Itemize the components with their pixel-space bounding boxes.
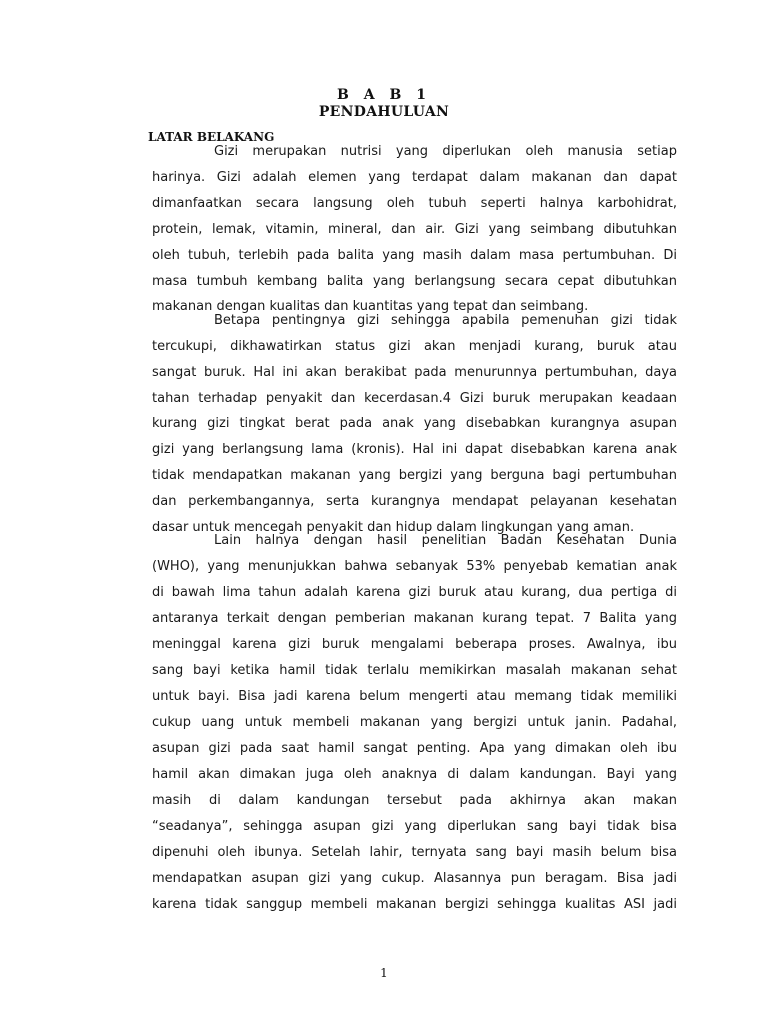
body-line: karena tidak sanggup membeli makanan bergizi sehingga kualitas ASI jadi [152, 897, 677, 912]
body-line: protein, lemak, vitamin, mineral, dan air. Gizi yang seimbang dibutuhkan [152, 222, 677, 237]
body-line: makanan dengan kualitas dan kuantitas yang tepat dan seimbang. [152, 299, 589, 314]
body-line: masih di dalam kandungan tersebut pada akhirnya akan makan [152, 793, 677, 808]
section-title: LATAR BELAKANG [148, 130, 275, 144]
body-line: antaranya terkait dengan pemberian makanan kurang tepat. 7 Balita yang [152, 611, 677, 626]
body-line: Gizi merupakan nutrisi yang diperlukan oleh manusia setiap [214, 144, 677, 159]
body-line: Betapa pentingnya gizi sehingga apabila pemenuhan gizi tidak [214, 313, 677, 328]
body-line: di bawah lima tahun adalah karena gizi buruk atau kurang, dua pertiga di [152, 585, 677, 600]
body-line: dan perkembangannya, serta kurangnya mendapat pelayanan kesehatan [152, 494, 677, 509]
page-number: 1 [380, 966, 388, 980]
body-line: (WHO), yang menunjukkan bahwa sebanyak 53% penyebab kematian anak [152, 559, 677, 574]
body-line: dimanfaatkan secara langsung oleh tubuh seperti halnya karbohidrat, [152, 196, 677, 211]
body-line: masa tumbuh kembang balita yang berlangsung secara cepat dibutuhkan [152, 274, 677, 289]
body-line: sang bayi ketika hamil tidak terlalu memikirkan masalah makanan sehat [152, 663, 677, 678]
body-line: meninggal karena gizi buruk mengalami beberapa proses. Awalnya, ibu [152, 637, 677, 652]
body-line: hamil akan dimakan juga oleh anaknya di dalam kandungan. Bayi yang [152, 767, 677, 782]
body-line: dipenuhi oleh ibunya. Setelah lahir, ternyata sang bayi masih belum bisa [152, 845, 677, 860]
body-line: mendapatkan asupan gizi yang cukup. Alasannya pun beragam. Bisa jadi [152, 871, 677, 886]
chapter-title: PENDAHULUAN [318, 104, 450, 120]
body-line: cukup uang untuk membeli makanan yang bergizi untuk janin. Padahal, [152, 715, 677, 730]
body-line: Lain halnya dengan hasil penelitian Badan Kesehatan Dunia [214, 533, 677, 548]
body-line: oleh tubuh, terlebih pada balita yang masih dalam masa pertumbuhan. Di [152, 248, 677, 263]
body-line: sangat buruk. Hal ini akan berakibat pada menurunnya pertumbuhan, daya [152, 365, 677, 380]
body-line: tercukupi, dikhawatirkan status gizi akan menjadi kurang, buruk atau [152, 339, 677, 354]
body-line: tidak mendapatkan makanan yang bergizi yang berguna bagi pertumbuhan [152, 468, 677, 483]
body-line: “seadanya”, sehingga asupan gizi yang diperlukan sang bayi tidak bisa [152, 819, 677, 834]
body-line: tahan terhadap penyakit dan kecerdasan.4 Gizi buruk merupakan keadaan [152, 391, 677, 406]
body-line: kurang gizi tingkat berat pada anak yang disebabkan kurangnya asupan [152, 416, 677, 431]
body-line: asupan gizi pada saat hamil sangat penting. Apa yang dimakan oleh ibu [152, 741, 677, 756]
chapter-number: B A B 1 [337, 87, 431, 103]
body-line: harinya. Gizi adalah elemen yang terdapat dalam makanan dan dapat [152, 170, 677, 185]
body-line: dasar untuk mencegah penyakit dan hidup dalam lingkungan yang aman. [152, 520, 635, 535]
body-line: untuk bayi. Bisa jadi karena belum mengerti atau memang tidak memiliki [152, 689, 677, 704]
body-line: gizi yang berlangsung lama (kronis). Hal ini dapat disebabkan karena anak [152, 442, 677, 457]
